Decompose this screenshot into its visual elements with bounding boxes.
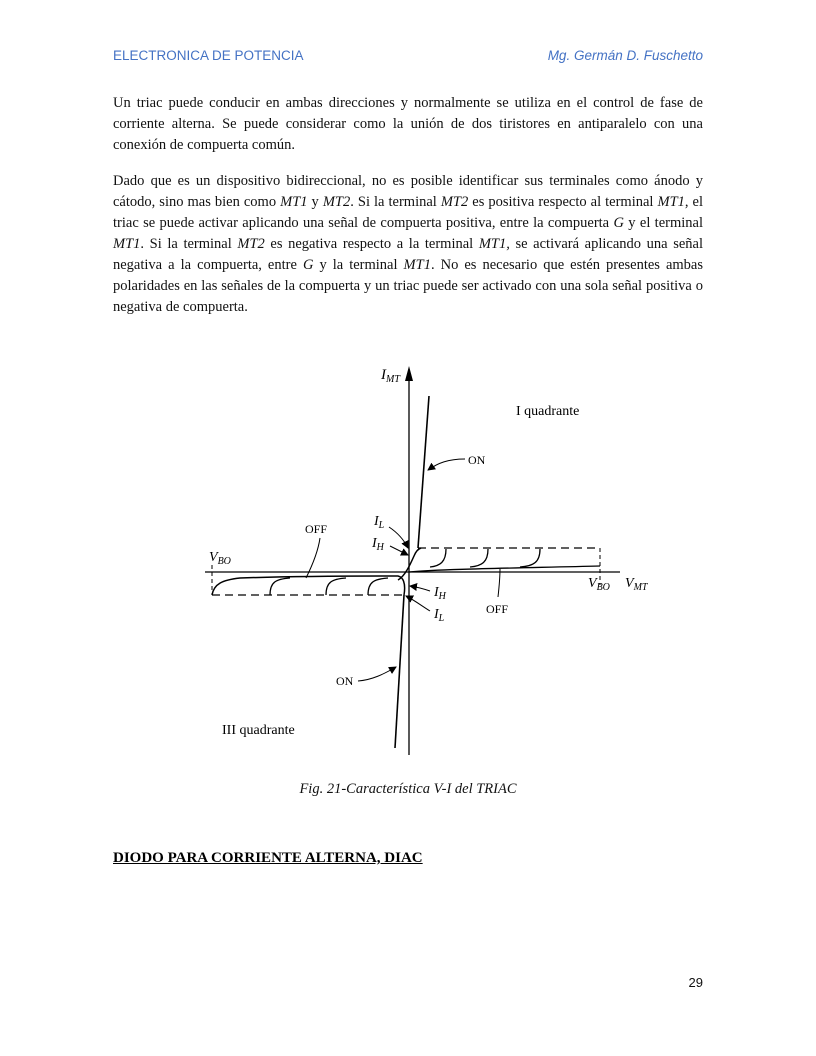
scallop-upper-3 (520, 549, 540, 567)
text-span: es negativa respecto a la terminal (264, 236, 479, 252)
paragraph-triac-terminals (113, 171, 703, 318)
text-span: se activará aplicando una señal negativa a la compuerta, entre (113, 236, 703, 273)
term-mt2: MT2 (440, 194, 469, 210)
text-span: es positiva respecto al terminal (468, 194, 658, 210)
off-curve-left (212, 576, 405, 595)
leader-off-right (498, 569, 500, 597)
text-span: Dado que es un dispositivo bidireccional, no es posible identificar sus terminales como ánodo y cátodo, sino mas bien como (113, 173, 703, 210)
quadrant-3-label: III quadrante (222, 723, 295, 738)
term-g: G (613, 215, 624, 231)
on-lower-label: ON (336, 674, 354, 688)
paragraph-triac-intro: Un triac puede conducir en ambas direcciones y normalmente se utiliza en el control de fase de corriente alterna. Se puede considerar como la unión de dos tiristores en antiparalelo con una conexión de compuerta común. (113, 95, 703, 153)
off-curve-right-base (409, 566, 600, 572)
on-curve-upper (418, 396, 429, 548)
scallop-upper-2 (470, 549, 488, 567)
header-author: Mg. Germán D. Fuschetto (547, 48, 703, 63)
header-course-title: ELECTRONICA DE POTENCIA (113, 48, 304, 63)
leader-on-lower (358, 667, 396, 681)
triac-vi-diagram (150, 358, 660, 778)
il-lower-label: $I_L$ (434, 607, 445, 624)
off-left-label: OFF (305, 522, 328, 536)
scallop-lower-2 (326, 578, 346, 595)
quadrant-1-label: I quadrante (516, 404, 580, 419)
term-g: G (302, 257, 314, 273)
term-mt1: MT1, (478, 236, 510, 252)
on-curve-lower (395, 595, 404, 748)
figure-caption: Fig. 21-Característica V-I del TRIAC (299, 781, 517, 797)
il-upper-label: $I_L$ (374, 514, 385, 531)
vbo-right-label: $V_{BO}$ (588, 576, 610, 593)
text-span: y la terminal (313, 257, 404, 273)
y-axis-label: $I_{MT}$ (381, 367, 400, 385)
vbo-left-label: $V_{BO}$ (209, 550, 231, 567)
y-axis-arrow (405, 366, 413, 381)
term-mt1: MT1 (113, 236, 141, 252)
ih-upper-label: $I_H$ (372, 536, 384, 553)
scallop-lower-3 (368, 578, 388, 595)
term-mt1: MT1 (657, 194, 685, 210)
leader-on-upper (428, 459, 465, 470)
triac-vi-figure (150, 358, 660, 778)
text-span: , el triac se puede activar aplicando una señal de compuerta positiva, entre la compuerta (113, 194, 704, 231)
text-span: y el terminal (623, 215, 703, 231)
term-mt2: MT2 (237, 236, 265, 252)
x-axis-label: $V_{MT}$ (625, 576, 648, 593)
term-mt1: MT1 (280, 194, 308, 210)
scallop-lower-1 (270, 578, 290, 595)
on-upper-label: ON (468, 453, 486, 467)
text-span: . No es necesario que estén presentes ambas polaridades en las señales de la compuerta y un triac puede ser activado con una sola señal positiva o negativa de compuerta. (113, 257, 704, 315)
section-heading-diac: DIODO PARA CORRIENTE ALTERNA, DIAC (113, 850, 423, 866)
term-mt1: MT1 (403, 257, 431, 273)
text-span: . Si la terminal (350, 194, 441, 210)
text-span: y (307, 194, 323, 210)
leader-il-upper (389, 527, 408, 548)
text-span: . Si la terminal (140, 236, 238, 252)
term-mt2: MT2 (322, 194, 351, 210)
ih-lower-label: $I_H$ (434, 585, 446, 602)
leader-ih-lower (410, 586, 430, 591)
off-right-label: OFF (486, 602, 509, 616)
leader-ih-upper (390, 546, 408, 555)
page-number: 29 (688, 975, 703, 990)
scallop-upper-1 (430, 549, 446, 567)
